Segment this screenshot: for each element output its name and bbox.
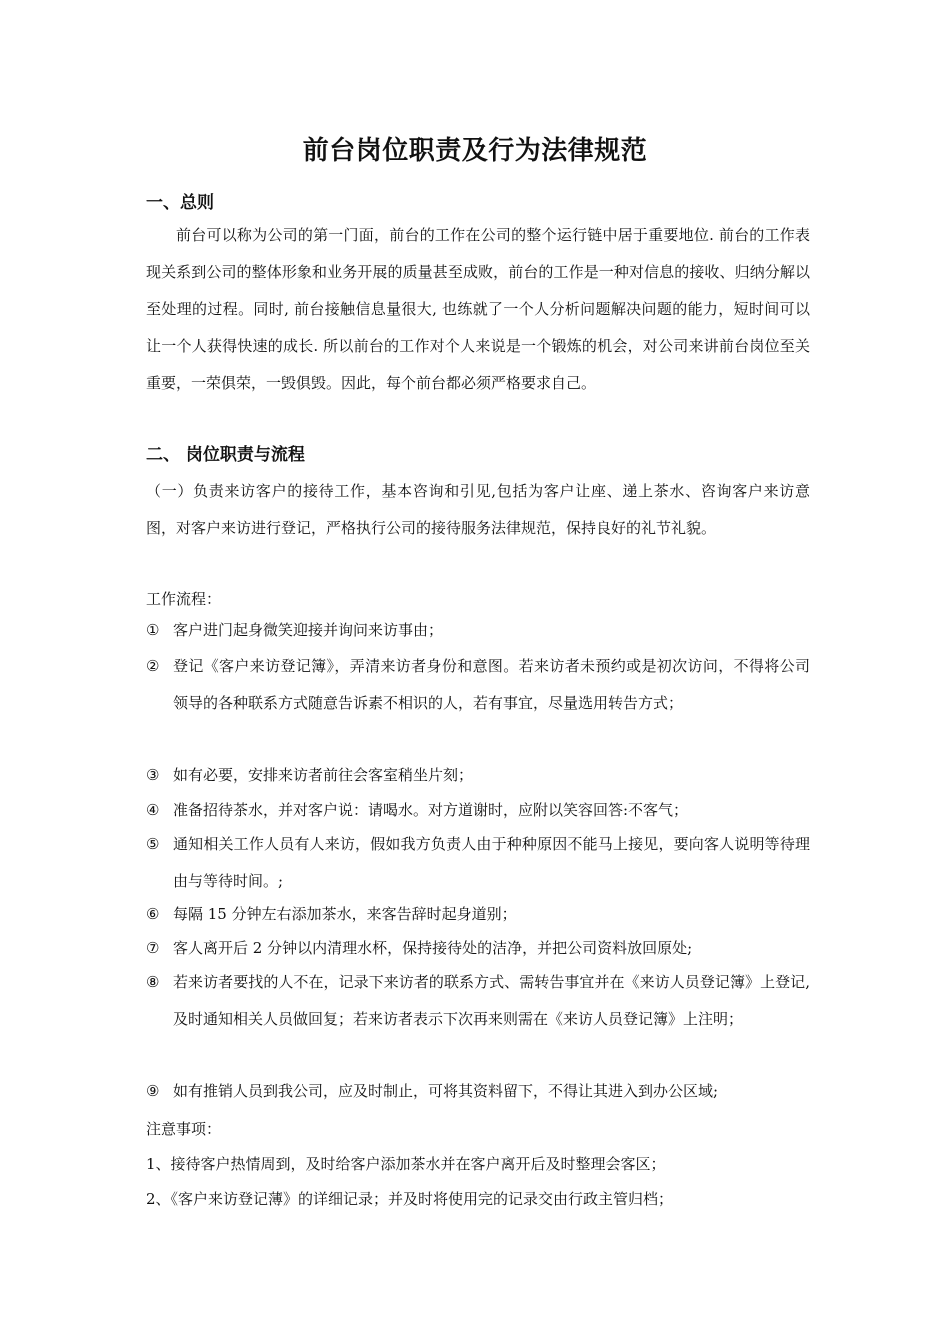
- general-paragraph: 前台可以称为公司的第一门面，前台的工作在公司的整个运行链中居于重要地位. 前台的工作表现关系到公司的整体形象和业务开展的质量甚至成败，前台的工作是一种对信息的接收、归纳分解以至处理的过程。同时, 前台接触信息量很大, 也练就了一个人分析问题解决问题的能力，短时间可以让一个人获得快速的成长. 所以前台的工作对个人来说是一个锻炼的机会，对公司来讲前台岗位至关重要，一荣俱荣，一毁俱毁。因此，每个前台都必须严格要求自己。: [146, 226, 810, 392]
- document-title: 前台岗位职责及行为法律规范: [302, 136, 648, 166]
- note-item: 2、《客户来访登记薄》的详细记录；并及时将使用完的记录交由行政主管归档；: [146, 1190, 674, 1208]
- workflow-step: [146, 757, 810, 794]
- step-number: ④: [146, 801, 160, 819]
- step-text: 如有推销人员到我公司，应及时制止，可将其资料留下，不得让其进入到办公区域;: [173, 1082, 719, 1100]
- workflow-step: [146, 792, 810, 829]
- section-heading-duties: 二、 岗位职责与流程: [146, 445, 305, 465]
- step-text: 准备招待茶水，并对客户说：请喝水。对方道谢时，应附以笑容回答:不客气；: [173, 801, 689, 819]
- workflow-step: [146, 826, 810, 900]
- step-number: ⑥: [146, 905, 160, 923]
- workflow-step: [146, 1073, 810, 1110]
- step-text: 客户进门起身微笑迎接并询问来访事由；: [173, 621, 444, 639]
- workflow-step: [146, 930, 810, 967]
- workflow-step: [146, 896, 810, 933]
- workflow-step: [146, 648, 810, 722]
- step-number: ⑨: [146, 1082, 160, 1100]
- step-number: ③: [146, 766, 160, 784]
- workflow-label: 工作流程：: [146, 590, 222, 608]
- notes-label: 注意事项：: [146, 1120, 222, 1138]
- step-number: ⑦: [146, 939, 160, 957]
- step-text: 登记《客户来访登记簿》，弄清来访者身份和意图。若来访者未预约或是初次访问，不得将公司领导的各种联系方式随意告诉素不相识的人，若有事宜，尽量选用转告方式；: [173, 657, 810, 712]
- step-text: 通知相关工作人员有人来访，假如我方负责人由于种种原因不能马上接见，要向客人说明等待理由与等待时间。;: [173, 835, 810, 890]
- step-text: 每隔 15 分钟左右添加茶水，来客告辞时起身道别；: [173, 905, 517, 923]
- note-item: 1、接待客户热情周到，及时给客户添加茶水并在客户离开后及时整理会客区；: [146, 1155, 666, 1173]
- step-text: 如有必要，安排来访者前往会客室稍坐片刻；: [173, 766, 474, 784]
- workflow-step: [146, 964, 810, 1038]
- step-number: ①: [146, 621, 160, 639]
- step-number: ⑧: [146, 973, 160, 991]
- step-text: 若来访者要找的人不在，记录下来访者的联系方式、需转告事宜并在《来访人员登记簿》上登记,及时通知相关人员做回复；若来访者表示下次再来则需在《来访人员登记簿》上注明；: [173, 973, 810, 1028]
- step-number: ②: [146, 657, 160, 675]
- step-text: 客人离开后 2 分钟以内清理水杯，保持接待处的洁净，并把公司资料放回原处;: [173, 939, 693, 957]
- step-number: ⑤: [146, 835, 160, 853]
- workflow-step: [146, 612, 810, 649]
- duty-paragraph: （一）负责来访客户的接待工作，基本咨询和引见,包括为客户让座、递上茶水、咨询客户来访意图，对客户来访进行登记，严格执行公司的接待服务法律规范，保持良好的礼节礼貌。: [146, 482, 810, 537]
- section-heading-general: 一、总则: [146, 193, 214, 213]
